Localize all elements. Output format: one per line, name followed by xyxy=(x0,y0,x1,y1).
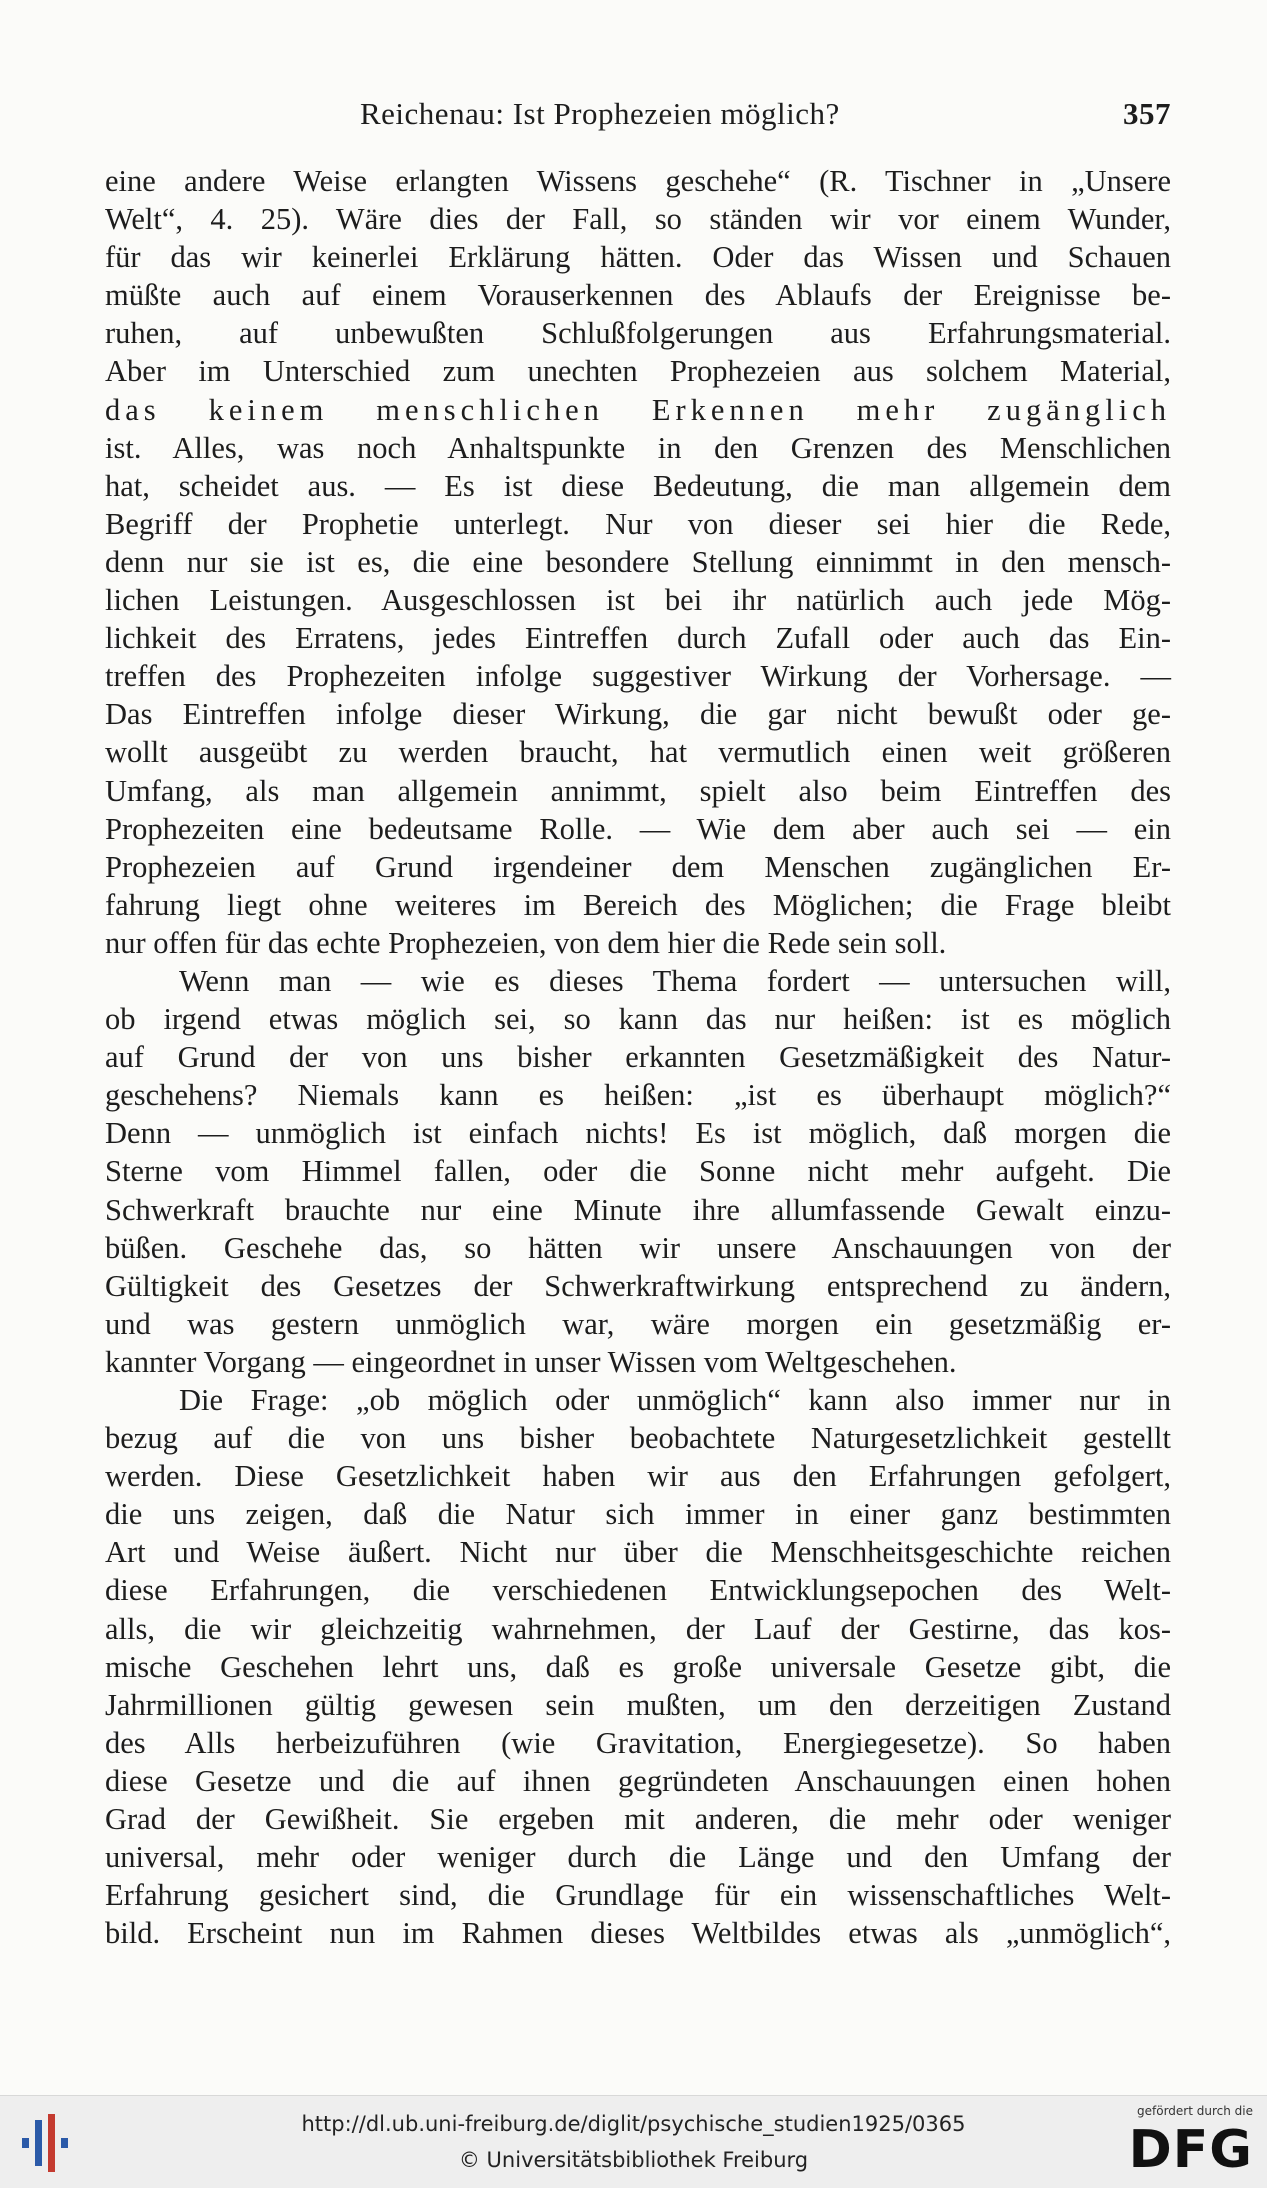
text-line: Sterne vom Himmel fallen, oder die Sonne nicht mehr aufgeht. Die xyxy=(105,1154,1171,1189)
running-head xyxy=(105,96,1171,140)
text-line: Aber im Unterschied zum unechten Prophezeien aus solchem Material, xyxy=(105,354,1171,389)
text-line: Schwerkraft brauchte nur eine Minute ihre allumfassende Gewalt einzu- xyxy=(105,1192,1171,1227)
page-number: 357 xyxy=(1123,96,1171,131)
text-line: ob irgend etwas möglich sei, so kann das nur heißen: ist es möglich xyxy=(105,1002,1171,1037)
paragraph-end-line: nur offen für das echte Prophezeien, von dem hier die Rede sein soll. xyxy=(105,925,947,960)
text-line: Art und Weise äußert. Nicht nur über die Menschheitsgeschichte reichen xyxy=(105,1535,1171,1570)
text-line: Denn — unmöglich ist einfach nichts! Es ist möglich, daß morgen die xyxy=(105,1116,1171,1151)
text-line: lichkeit des Erratens, jedes Eintreffen durch Zufall oder auch das Ein- xyxy=(105,621,1171,656)
copyright-notice: © Universitätsbibliothek Freiburg xyxy=(458,2148,809,2172)
text-line: Jahrmillionen gültig gewesen sein mußten, um den derzeitigen Zustand xyxy=(105,1687,1171,1722)
viewer-footer xyxy=(0,2095,1267,2188)
text-line: ist. Alles, was noch Anhaltspunkte in den Grenzen des Menschlichen xyxy=(105,430,1171,465)
text-line: Prophezeien auf Grund irgendeiner dem Menschen zugänglichen Er- xyxy=(105,849,1171,884)
text-line: müßte auch auf einem Vorauserkennen des Ablaufs der Ereignisse be- xyxy=(105,278,1171,313)
running-title: Reichenau: Ist Prophezeien möglich? xyxy=(360,96,840,131)
text-line: lichen Leistungen. Ausgeschlossen ist bei ihr natürlich auch jede Mög- xyxy=(105,583,1171,618)
text-line: Das Eintreffen infolge dieser Wirkung, die gar nicht bewußt oder ge- xyxy=(105,697,1171,732)
text-line: werden. Diese Gesetzlichkeit haben wir aus den Erfahrungen gefolgert, xyxy=(105,1459,1171,1494)
text-line: wollt ausgeübt zu werden braucht, hat vermutlich einen weit größeren xyxy=(105,735,1171,770)
text-line: diese Gesetze und die auf ihnen gegründeten Anschauungen einen hohen xyxy=(105,1763,1171,1798)
dfg-logo-icon: DFG xyxy=(1128,2120,1253,2180)
text-line: universal, mehr oder weniger durch die Länge und den Umfang der xyxy=(105,1840,1171,1875)
text-line: mische Geschehen lehrt uns, daß es große universale Gesetze gibt, die xyxy=(105,1649,1171,1684)
text-line: bezug auf die von uns bisher beobachtete Naturgesetzlichkeit gestellt xyxy=(105,1421,1171,1456)
text-line-spaced: das keinem menschlichen Erkennen mehr zugänglich xyxy=(105,392,1171,427)
text-line: Grad der Gewißheit. Sie ergeben mit anderen, die mehr oder weniger xyxy=(105,1802,1171,1837)
text-line: fahrung liegt ohne weiteres im Bereich des Möglichen; die Frage bleibt xyxy=(105,887,1171,922)
dfg-sponsor-logo xyxy=(1113,2102,1253,2182)
paragraph-end-line: kannter Vorgang — eingeordnet in unser Wissen vom Weltgeschehen. xyxy=(105,1344,957,1379)
text-line: bild. Erscheint nun im Rahmen dieses Weltbildes etwas als „unmöglich“, xyxy=(105,1916,1171,1951)
text-line: hat, scheidet aus. — Es ist diese Bedeutung, die man allgemein dem xyxy=(105,468,1171,503)
text-line: geschehens? Niemals kann es heißen: „ist es überhaupt möglich?“ xyxy=(105,1078,1171,1113)
text-line: Prophezeiten eine bedeutsame Rolle. — Wie dem aber auch sei — ein xyxy=(105,811,1171,846)
text-line: für das wir keinerlei Erklärung hätten. Oder das Wissen und Schauen xyxy=(105,240,1171,275)
text-line: auf Grund der von uns bisher erkannten Gesetzmäßigkeit des Natur- xyxy=(105,1040,1171,1075)
text-line: Gültigkeit des Gesetzes der Schwerkraftwirkung entsprechend zu ändern, xyxy=(105,1268,1171,1303)
text-line: ruhen, auf unbewußten Schlußfolgerungen aus Erfahrungsmaterial. xyxy=(105,316,1171,351)
text-line: die uns zeigen, daß die Natur sich immer in einer ganz bestimmten xyxy=(105,1497,1171,1532)
body-text xyxy=(105,162,1171,1952)
text-line: eine andere Weise erlangten Wissens geschehe“ (R. Tischner in „Unsere xyxy=(105,164,1171,198)
text-line: büßen. Geschehe das, so hätten wir unsere Anschauungen von der xyxy=(105,1230,1171,1265)
text-line: Begriff der Prophetie unterlegt. Nur von dieser sei hier die Rede, xyxy=(105,506,1171,541)
text-line: Erfahrung gesichert sind, die Grundlage für ein wissenschaftliches Welt- xyxy=(105,1878,1171,1913)
text-line: Umfang, als man allgemein annimmt, spielt also beim Eintreffen des xyxy=(105,773,1171,808)
text-line: alls, die wir gleichzeitig wahrnehmen, der Lauf der Gestirne, das kos- xyxy=(105,1611,1171,1646)
text-line: und was gestern unmöglich war, wäre morgen ein gesetzmäßig er- xyxy=(105,1306,1171,1341)
text-line: treffen des Prophezeiten infolge suggestiver Wirkung der Vorhersage. — xyxy=(105,659,1171,694)
sponsor-caption: gefördert durch die xyxy=(1137,2104,1253,2118)
paragraph-start-line: Die Frage: „ob möglich oder unmöglich“ kann also immer nur in xyxy=(179,1383,1171,1417)
permalink-url[interactable]: http://dl.ub.uni-freiburg.de/diglit/psychische_studien1925/0365 xyxy=(301,2112,966,2136)
text-line: denn nur sie ist es, die eine besondere Stellung einnimmt in den mensch- xyxy=(105,544,1171,579)
text-line: Welt“, 4. 25). Wäre dies der Fall, so ständen wir vor einem Wunder, xyxy=(105,202,1171,237)
text-line: diese Erfahrungen, die verschiedenen Entwicklungsepochen des Welt- xyxy=(105,1573,1171,1608)
paragraph-start-line: Wenn man — wie es dieses Thema fordert — untersuchen will, xyxy=(179,963,1171,998)
text-line: des Alls herbeizuführen (wie Gravitation, Energiegesetze). So haben xyxy=(105,1725,1171,1760)
